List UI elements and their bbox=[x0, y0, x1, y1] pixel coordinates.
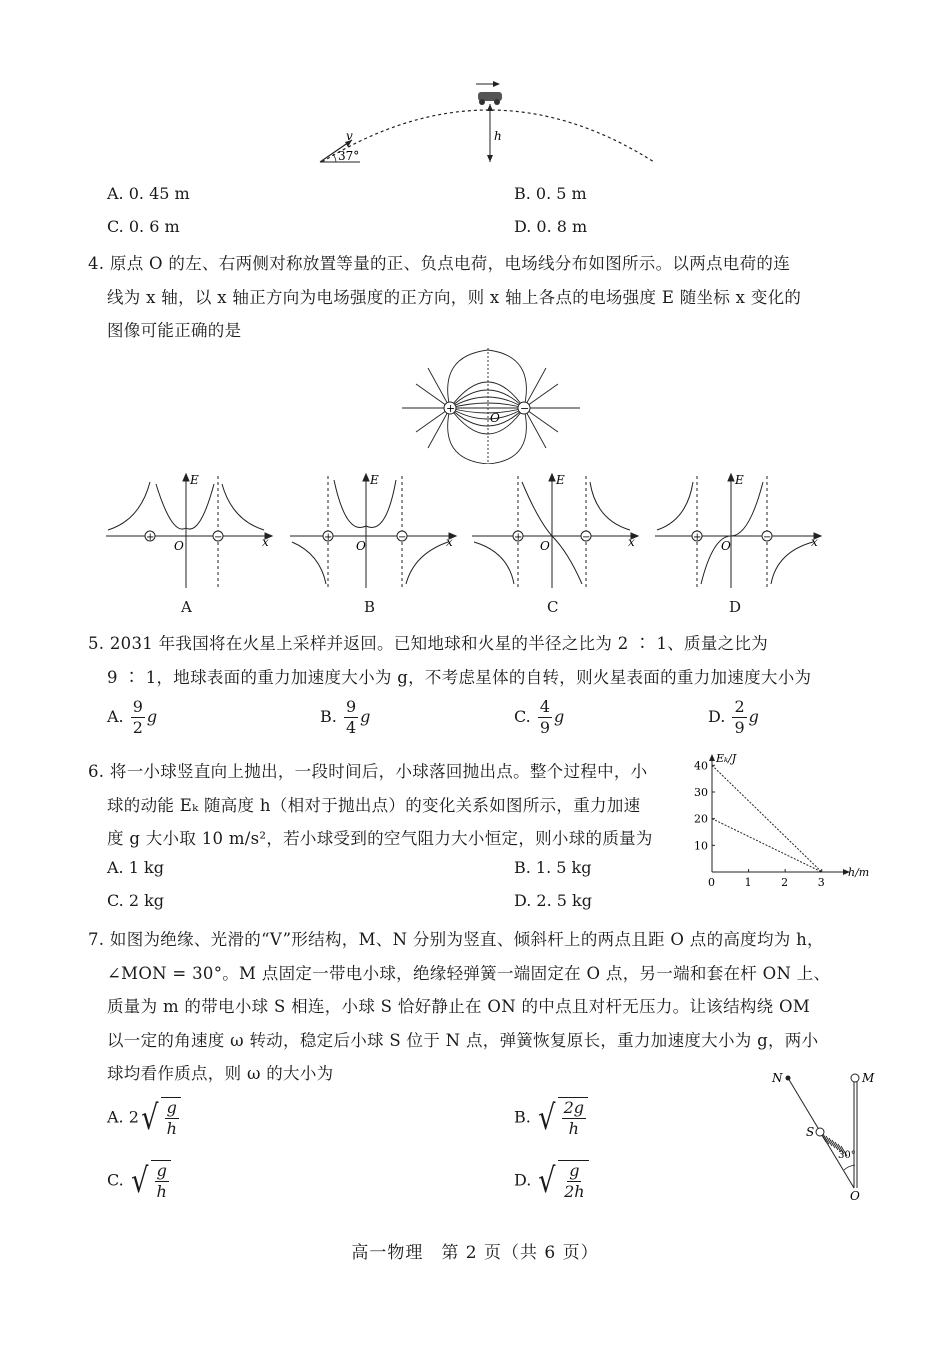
q5-line-2: 9 ∶ 1，地球表面的重力加速度大小为 g，不考虑星体的自转，则火星表面的重力加速度大小为 bbox=[107, 668, 812, 687]
q7-line-5: 球均看作质点，则 ω 的大小为 bbox=[107, 1064, 334, 1083]
q7-option-a-sqrt bbox=[139, 1097, 181, 1139]
angle-37-label: 37° bbox=[338, 149, 360, 163]
graph-a-caption: A bbox=[181, 598, 192, 616]
y-tick-label: 10 bbox=[694, 839, 708, 853]
q7-option-a-num: g bbox=[166, 1098, 177, 1117]
graph-d-minus: − bbox=[763, 532, 772, 543]
graph-c-o: O bbox=[540, 539, 550, 553]
radical-sign: √ bbox=[141, 1098, 159, 1138]
graph-c bbox=[468, 472, 643, 592]
q6-option-c: C. 2 kg bbox=[107, 891, 165, 910]
q4-line-2: 线为 x 轴，以 x 轴正方向为电场强度的正方向，则 x 轴上各点的电场强度 E 随坐标 x 变化的 bbox=[107, 288, 802, 307]
v-structure-figure bbox=[764, 1070, 884, 1205]
fig-o-label: O bbox=[850, 1189, 860, 1203]
y-tick-label: 40 bbox=[694, 759, 708, 773]
q5-line-1: 5. 2031 年我国将在火星上采样并返回。已知地球和火星的半径之比为 2 ∶ 1、质量之比为 bbox=[88, 634, 769, 653]
graph-a-minus: − bbox=[214, 532, 223, 543]
page-footer: 高一物理 第 2 页（共 6 页） bbox=[351, 1243, 599, 1263]
q5-option-a bbox=[107, 697, 157, 738]
graph-b-caption: B bbox=[364, 598, 376, 616]
graph-a-o: O bbox=[174, 539, 184, 553]
graph-b-x: x bbox=[446, 535, 453, 549]
q6-option-d: D. 2. 5 kg bbox=[514, 891, 592, 910]
q5-option-d bbox=[708, 697, 759, 738]
graph-a-x: x bbox=[262, 535, 269, 549]
q3-option-b: B. 0. 5 m bbox=[514, 184, 587, 203]
q5-option-b-den: 4 bbox=[345, 718, 357, 737]
q5-option-c-g: g bbox=[554, 707, 565, 726]
q5-option-c-num: 4 bbox=[539, 697, 551, 716]
q7-option-a-label: A. bbox=[107, 1107, 124, 1127]
graph-b-e: E bbox=[370, 473, 379, 487]
q7-line-4: 以一定的角速度 ω 转动，稳定后小球 S 位于 N 点，弹簧恢复原长，重力加速度大小为 g，两小 bbox=[107, 1031, 819, 1050]
q5-option-c bbox=[514, 697, 564, 738]
q7-option-d-num: g bbox=[569, 1161, 580, 1180]
graph-a-plus: + bbox=[146, 532, 155, 543]
q5-option-d-num: 2 bbox=[734, 697, 745, 716]
q5-option-a-g: g bbox=[146, 707, 158, 726]
y-tick-label: 30 bbox=[694, 786, 708, 799]
q6-option-b: B. 1. 5 kg bbox=[514, 858, 592, 877]
ek-h-chart bbox=[690, 752, 880, 892]
q7-option-a-den: h bbox=[166, 1119, 177, 1138]
q5-option-d-den: 9 bbox=[734, 718, 745, 737]
q3-option-c: C. 0. 6 m bbox=[107, 217, 180, 236]
graph-b-o: O bbox=[356, 539, 366, 553]
q6-option-a: A. 1 kg bbox=[107, 858, 164, 877]
q5-option-a-label: A. bbox=[107, 707, 124, 726]
q7-option-d-label: D. bbox=[514, 1170, 532, 1190]
q7-option-a bbox=[107, 1097, 181, 1139]
graph-a-e: E bbox=[190, 473, 199, 487]
q4-line-1: 4. 原点 O 的左、右两侧对称放置等量的正、负点电荷，电场线分布如图所示。以两点电荷的连 bbox=[88, 254, 791, 273]
q5-option-b-fraction bbox=[344, 697, 358, 738]
q5-option-c-label: C. bbox=[514, 707, 531, 726]
x-tick-label: 0 bbox=[708, 876, 715, 889]
x-tick-label: 3 bbox=[817, 876, 825, 889]
graph-c-plus: + bbox=[514, 532, 523, 543]
field-origin-label: O bbox=[490, 411, 500, 425]
projectile-figure bbox=[300, 78, 670, 170]
q6-line-1: 6. 将一小球竖直向上抛出，一段时间后，小球落回抛出点。整个过程中，小 bbox=[88, 762, 648, 781]
fig-m-label: M bbox=[862, 1071, 875, 1085]
graph-d-caption: D bbox=[729, 598, 742, 616]
q7-option-b-sqrt bbox=[536, 1097, 588, 1139]
q7-option-c-den: h bbox=[156, 1182, 167, 1201]
q7-option-a-coef: 2 bbox=[128, 1107, 139, 1127]
q5-option-d-fraction bbox=[732, 697, 746, 738]
q7-option-b-den: h bbox=[568, 1119, 579, 1138]
graph-d bbox=[651, 472, 826, 592]
q7-option-c-sqrt bbox=[129, 1160, 171, 1202]
q5-option-c-fraction bbox=[538, 697, 552, 738]
q7-line-1: 7. 如图为绝缘、光滑的“V”形结构，M、N 分别为竖直、倾斜杆上的两点且距 O 点的高度均为 h， bbox=[88, 930, 824, 949]
graph-d-e: E bbox=[735, 473, 744, 487]
fig-s-label: S bbox=[806, 1125, 815, 1139]
graph-d-plus: + bbox=[693, 532, 702, 543]
q7-option-c-label: C. bbox=[107, 1170, 124, 1190]
q5-option-b-label: B. bbox=[320, 707, 337, 726]
q5-option-a-fraction bbox=[131, 697, 145, 738]
graph-c-minus: − bbox=[582, 532, 591, 543]
q7-option-b-num: 2g bbox=[563, 1098, 585, 1117]
q7-option-c bbox=[107, 1160, 171, 1202]
field-plus-label: + bbox=[446, 402, 456, 415]
graph-b bbox=[286, 472, 461, 592]
graph-d-x: x bbox=[811, 535, 818, 549]
q4-line-3: 图像可能正确的是 bbox=[107, 321, 242, 340]
q5-option-b-g: g bbox=[360, 707, 371, 726]
field-lines-figure bbox=[398, 346, 584, 464]
graph-c-caption: C bbox=[547, 598, 559, 616]
v-label: v bbox=[346, 129, 353, 143]
q7-option-c-num: g bbox=[156, 1161, 167, 1180]
q7-line-3: 质量为 m 的带电小球 S 相连，小球 S 恰好静止在 ON 的中点且对杆无压力。让该结构绕 OM bbox=[107, 997, 811, 1016]
q5-option-a-den: 2 bbox=[132, 718, 143, 737]
radical-sign: √ bbox=[131, 1161, 149, 1201]
q5-option-c-den: 9 bbox=[539, 718, 551, 737]
fig-angle-label: 30° bbox=[838, 1150, 856, 1161]
q5-option-b bbox=[320, 697, 370, 738]
x-tick-label: 2 bbox=[781, 876, 789, 889]
graph-b-minus: − bbox=[398, 532, 407, 543]
q5-option-d-g: g bbox=[748, 707, 759, 726]
series-line-2 bbox=[712, 819, 822, 872]
x-tick-label: 1 bbox=[744, 876, 752, 889]
series-line-1 bbox=[712, 765, 822, 872]
fig-n-label: N bbox=[772, 1071, 783, 1085]
y-axis-arrow bbox=[709, 754, 715, 761]
q3-option-d: D. 0. 8 m bbox=[514, 217, 588, 236]
x-axis-label: h/m bbox=[848, 866, 870, 879]
q6-line-3: 度 g 大小取 10 m/s²，若小球受到的空气阻力大小恒定，则小球的质量为 bbox=[107, 829, 653, 848]
q7-option-b bbox=[514, 1097, 588, 1139]
q7-option-d-sqrt bbox=[536, 1160, 588, 1202]
q7-option-b-label: B. bbox=[514, 1107, 531, 1127]
q3-option-a: A. 0. 45 m bbox=[107, 184, 190, 203]
y-tick-label: 20 bbox=[694, 812, 708, 826]
y-axis-label: Eₖ/J bbox=[716, 752, 737, 765]
q5-option-d-label: D. bbox=[708, 707, 726, 726]
graph-d-o: O bbox=[721, 539, 731, 553]
graph-c-x: x bbox=[628, 535, 635, 549]
q7-line-2: ∠MON = 30°。M 点固定一带电小球，绝缘轻弹簧一端固定在 O 点，另一端和套在杆 ON 上、 bbox=[107, 964, 831, 983]
radical-sign: √ bbox=[538, 1098, 556, 1138]
q6-line-2: 球的动能 Eₖ 随高度 h（相对于抛出点）的变化关系如图所示，重力加速 bbox=[107, 796, 641, 815]
graph-b-plus: + bbox=[324, 532, 333, 543]
radical-sign: √ bbox=[538, 1161, 556, 1201]
q7-option-d bbox=[514, 1160, 589, 1202]
q5-option-b-num: 9 bbox=[345, 697, 357, 716]
field-minus-label: − bbox=[520, 402, 530, 415]
h-label: h bbox=[494, 129, 502, 143]
graph-c-e: E bbox=[556, 473, 565, 487]
q7-option-d-den: 2h bbox=[564, 1182, 585, 1201]
graph-a bbox=[102, 472, 277, 592]
q5-option-a-num: 9 bbox=[132, 697, 143, 716]
